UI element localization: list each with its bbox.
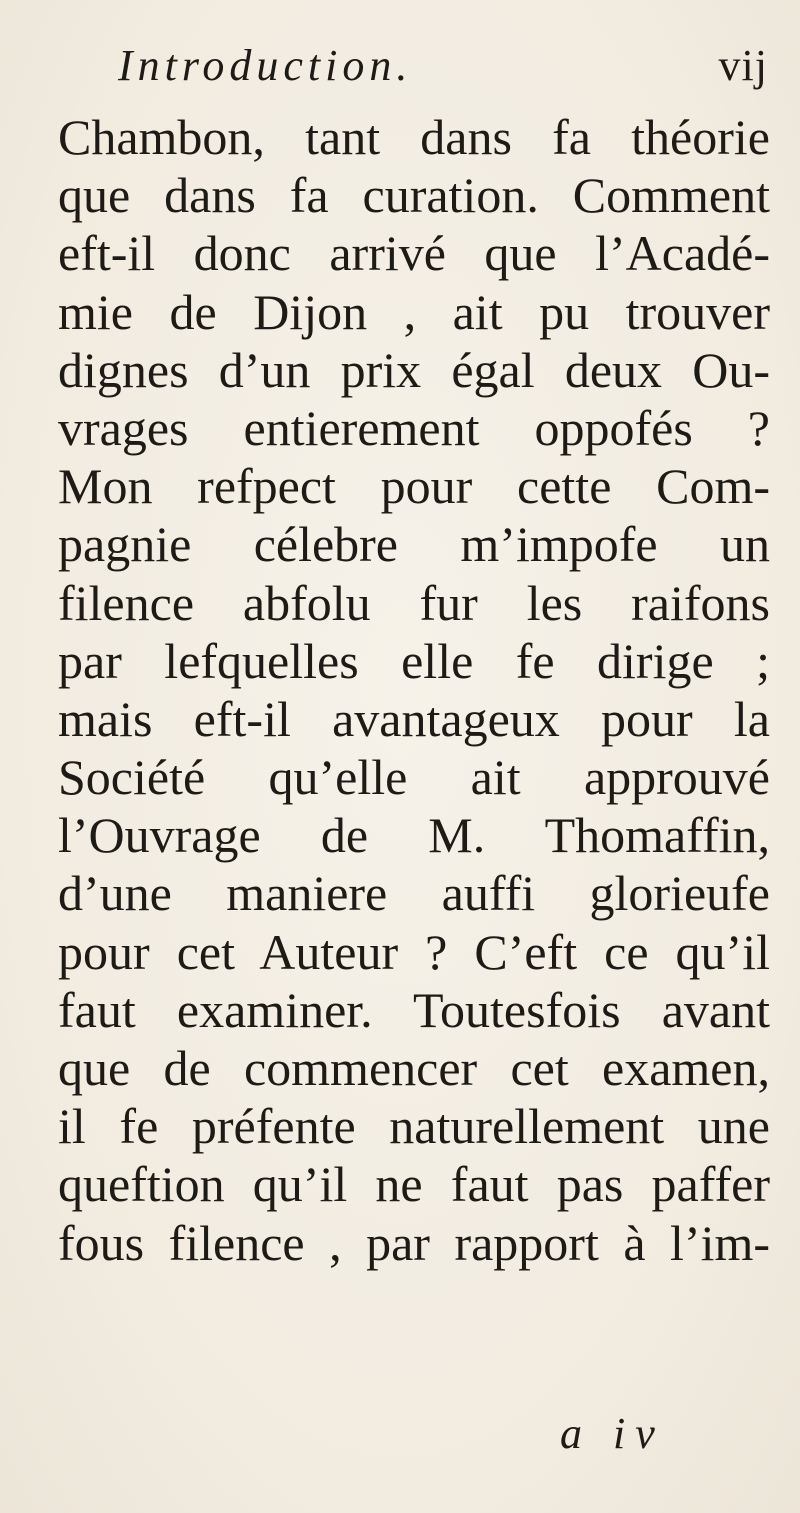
page-number: vij xyxy=(718,41,768,90)
text-line: que dans fa curation. Comment xyxy=(58,167,770,224)
text-line: il fe préfente naturellement une xyxy=(58,1098,770,1155)
running-head-title: Introduction. xyxy=(118,41,413,90)
text-line: Mon refpect pour cette Com- xyxy=(58,458,770,515)
text-line: fous filence , par rapport à l’im- xyxy=(58,1214,770,1271)
text-line: vrages entierement oppofés ? xyxy=(58,399,770,456)
text-line: Société qu’elle ait approuvé xyxy=(58,749,770,806)
text-line: d’une maniere auffi glorieufe xyxy=(58,865,770,922)
text-line: mie de Dijon , ait pu trouver xyxy=(58,283,770,340)
text-line: que de commencer cet examen, xyxy=(58,1040,770,1096)
signature-mark: a iv xyxy=(560,1409,665,1458)
text-line: filence abfolu fur les raifons xyxy=(58,574,770,631)
body-text xyxy=(58,108,770,1272)
text-line: Chambon, tant dans fa théorie xyxy=(58,109,770,165)
text-line: queftion qu’il ne faut pas paffer xyxy=(58,1156,770,1213)
text-line: mais eft-il avantageux pour la xyxy=(58,690,770,747)
text-line: l’Ouvrage de M. Thomaffin, xyxy=(58,807,770,864)
text-line: par lefquelles elle fe dirige ; xyxy=(58,632,770,689)
text-line: dignes d’un prix égal deux Ou- xyxy=(58,341,770,398)
text-line: faut examiner. Toutesfois avant xyxy=(58,981,770,1038)
text-line: pour cet Auteur ? C’eft ce qu’il xyxy=(58,923,770,980)
running-head xyxy=(118,40,768,100)
text-line: eft-il donc arrivé que l’Acadé- xyxy=(58,225,770,282)
text-line: pagnie célebre m’impofe un xyxy=(58,516,770,573)
